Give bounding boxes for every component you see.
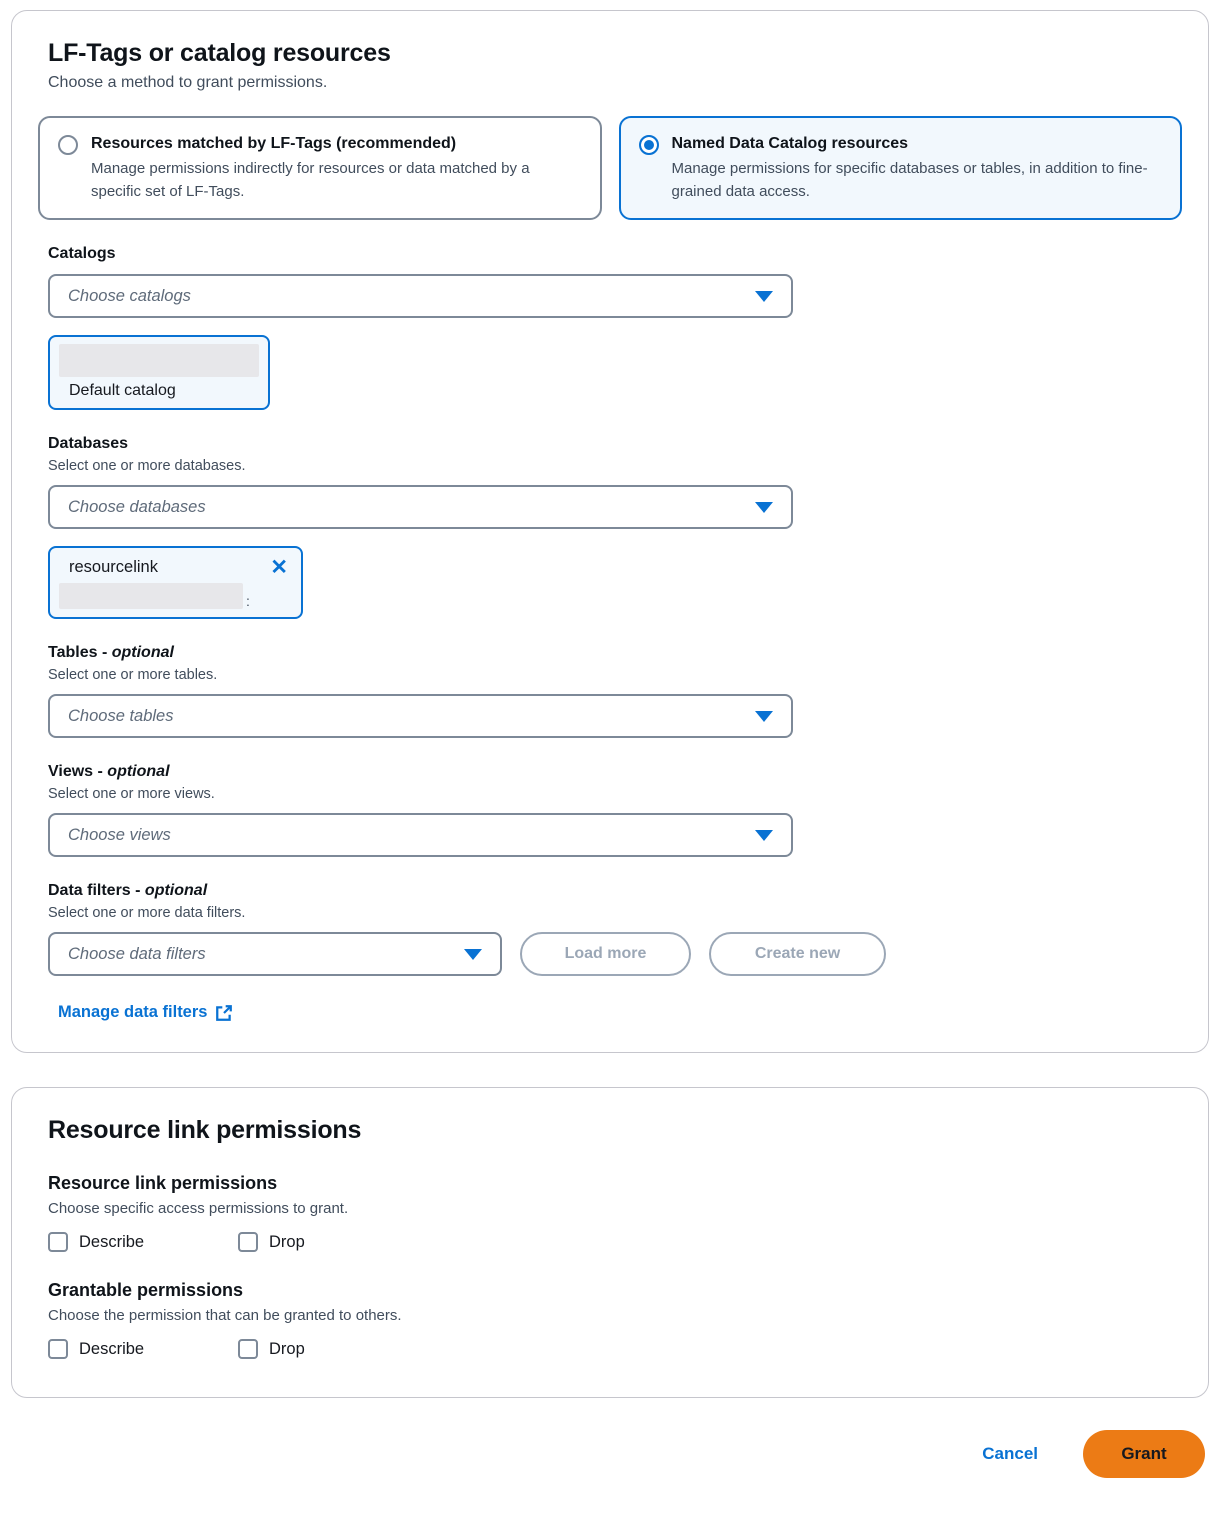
checkbox-describe[interactable]: Describe bbox=[48, 1232, 238, 1252]
catalogs-select[interactable] bbox=[48, 274, 793, 318]
views-field bbox=[48, 763, 1182, 857]
checkbox-drop[interactable]: Drop bbox=[238, 1232, 428, 1252]
databases-description: Select one or more databases. bbox=[48, 458, 246, 475]
database-token-label: resourcelink bbox=[69, 558, 158, 577]
catalog-token bbox=[48, 335, 270, 410]
manage-data-filters-label: Manage data filters bbox=[58, 1003, 208, 1022]
views-select[interactable] bbox=[48, 813, 793, 857]
optional-flag: optional bbox=[144, 882, 208, 900]
optional-flag: optional bbox=[111, 644, 174, 662]
remove-token-icon[interactable]: ✕ bbox=[270, 556, 288, 580]
redacted-text bbox=[59, 344, 259, 377]
dropdown-caret-icon bbox=[755, 502, 773, 513]
redacted-text bbox=[59, 583, 243, 609]
data-filters-description: Select one or more data filters. bbox=[48, 905, 246, 922]
tile-description: Manage permissions for specific databases or tables, in addition to fine-grained data access. bbox=[671, 160, 1148, 200]
data-filters-label: Data filters - optional bbox=[48, 882, 208, 900]
grant-button[interactable]: Grant bbox=[1083, 1430, 1205, 1478]
create-new-button[interactable]: Create new bbox=[709, 932, 886, 976]
checkbox-unchecked-icon[interactable] bbox=[238, 1339, 258, 1359]
external-link-icon bbox=[215, 1004, 233, 1022]
catalogs-field bbox=[48, 245, 1182, 410]
catalog-token-label: Default catalog bbox=[69, 382, 176, 400]
radio-unselected-icon[interactable] bbox=[58, 135, 78, 155]
tables-description: Select one or more tables. bbox=[48, 667, 218, 684]
dropdown-caret-icon bbox=[755, 830, 773, 841]
databases-select[interactable] bbox=[48, 485, 793, 529]
form-actions bbox=[0, 1398, 1220, 1488]
views-select-placeholder: Choose views bbox=[68, 825, 171, 844]
lf-tags-or-catalog-resources-card bbox=[11, 10, 1209, 1053]
databases-select-placeholder: Choose databases bbox=[68, 497, 206, 516]
dropdown-caret-icon bbox=[755, 711, 773, 722]
data-filters-select-placeholder: Choose data filters bbox=[68, 944, 206, 963]
database-token-suffix: : bbox=[246, 593, 250, 610]
catalogs-label: Catalogs bbox=[48, 245, 116, 263]
section-heading: Grantable permissions bbox=[48, 1280, 244, 1301]
optional-flag: optional bbox=[107, 763, 170, 781]
card-subtitle: Choose a method to grant permissions. bbox=[48, 74, 328, 91]
checkbox-grantable-drop[interactable]: Drop bbox=[238, 1339, 428, 1359]
tile-description: Manage permissions indirectly for resources or data matched by a specific set of LF-Tags. bbox=[91, 160, 530, 200]
section-heading: Resource link permissions bbox=[48, 1173, 278, 1194]
dropdown-caret-icon bbox=[464, 949, 482, 960]
dropdown-caret-icon bbox=[755, 291, 773, 302]
load-more-button[interactable]: Load more bbox=[520, 932, 691, 976]
databases-label: Databases bbox=[48, 435, 129, 453]
checkbox-unchecked-icon[interactable] bbox=[48, 1339, 68, 1359]
card-title: LF-Tags or catalog resources bbox=[48, 39, 391, 67]
data-filters-field bbox=[48, 882, 1182, 1022]
section-description: Choose the permission that can be granted to others. bbox=[48, 1307, 402, 1325]
grantable-permissions-section bbox=[38, 1280, 1182, 1359]
tile-label: Resources matched by LF-Tags (recommended) bbox=[91, 135, 457, 152]
views-label: Views - optional bbox=[48, 763, 170, 781]
tables-field bbox=[48, 644, 1182, 738]
tables-select[interactable] bbox=[48, 694, 793, 738]
catalogs-select-placeholder: Choose catalogs bbox=[68, 286, 191, 305]
resource-link-permissions-card bbox=[11, 1087, 1209, 1398]
resource-link-permissions-section bbox=[38, 1173, 1182, 1252]
databases-field bbox=[48, 435, 1182, 619]
checkbox-unchecked-icon[interactable] bbox=[238, 1232, 258, 1252]
grant-method-tiles bbox=[38, 116, 1182, 220]
tables-select-placeholder: Choose tables bbox=[68, 706, 174, 725]
checkbox-grantable-describe[interactable]: Describe bbox=[48, 1339, 238, 1359]
tile-named-data-catalog-resources[interactable] bbox=[619, 116, 1183, 220]
tile-label: Named Data Catalog resources bbox=[671, 135, 909, 152]
radio-selected-icon[interactable] bbox=[639, 135, 659, 155]
checkbox-unchecked-icon[interactable] bbox=[48, 1232, 68, 1252]
data-filters-select[interactable] bbox=[48, 932, 502, 976]
manage-data-filters-link[interactable] bbox=[58, 1003, 233, 1022]
views-description: Select one or more views. bbox=[48, 786, 215, 803]
tables-label: Tables - optional bbox=[48, 644, 174, 662]
card-title: Resource link permissions bbox=[48, 1116, 362, 1145]
section-description: Choose specific access permissions to grant. bbox=[48, 1200, 349, 1218]
tile-resources-matched-by-lf-tags[interactable] bbox=[38, 116, 602, 220]
cancel-button[interactable]: Cancel bbox=[982, 1444, 1038, 1464]
database-token bbox=[48, 546, 303, 619]
